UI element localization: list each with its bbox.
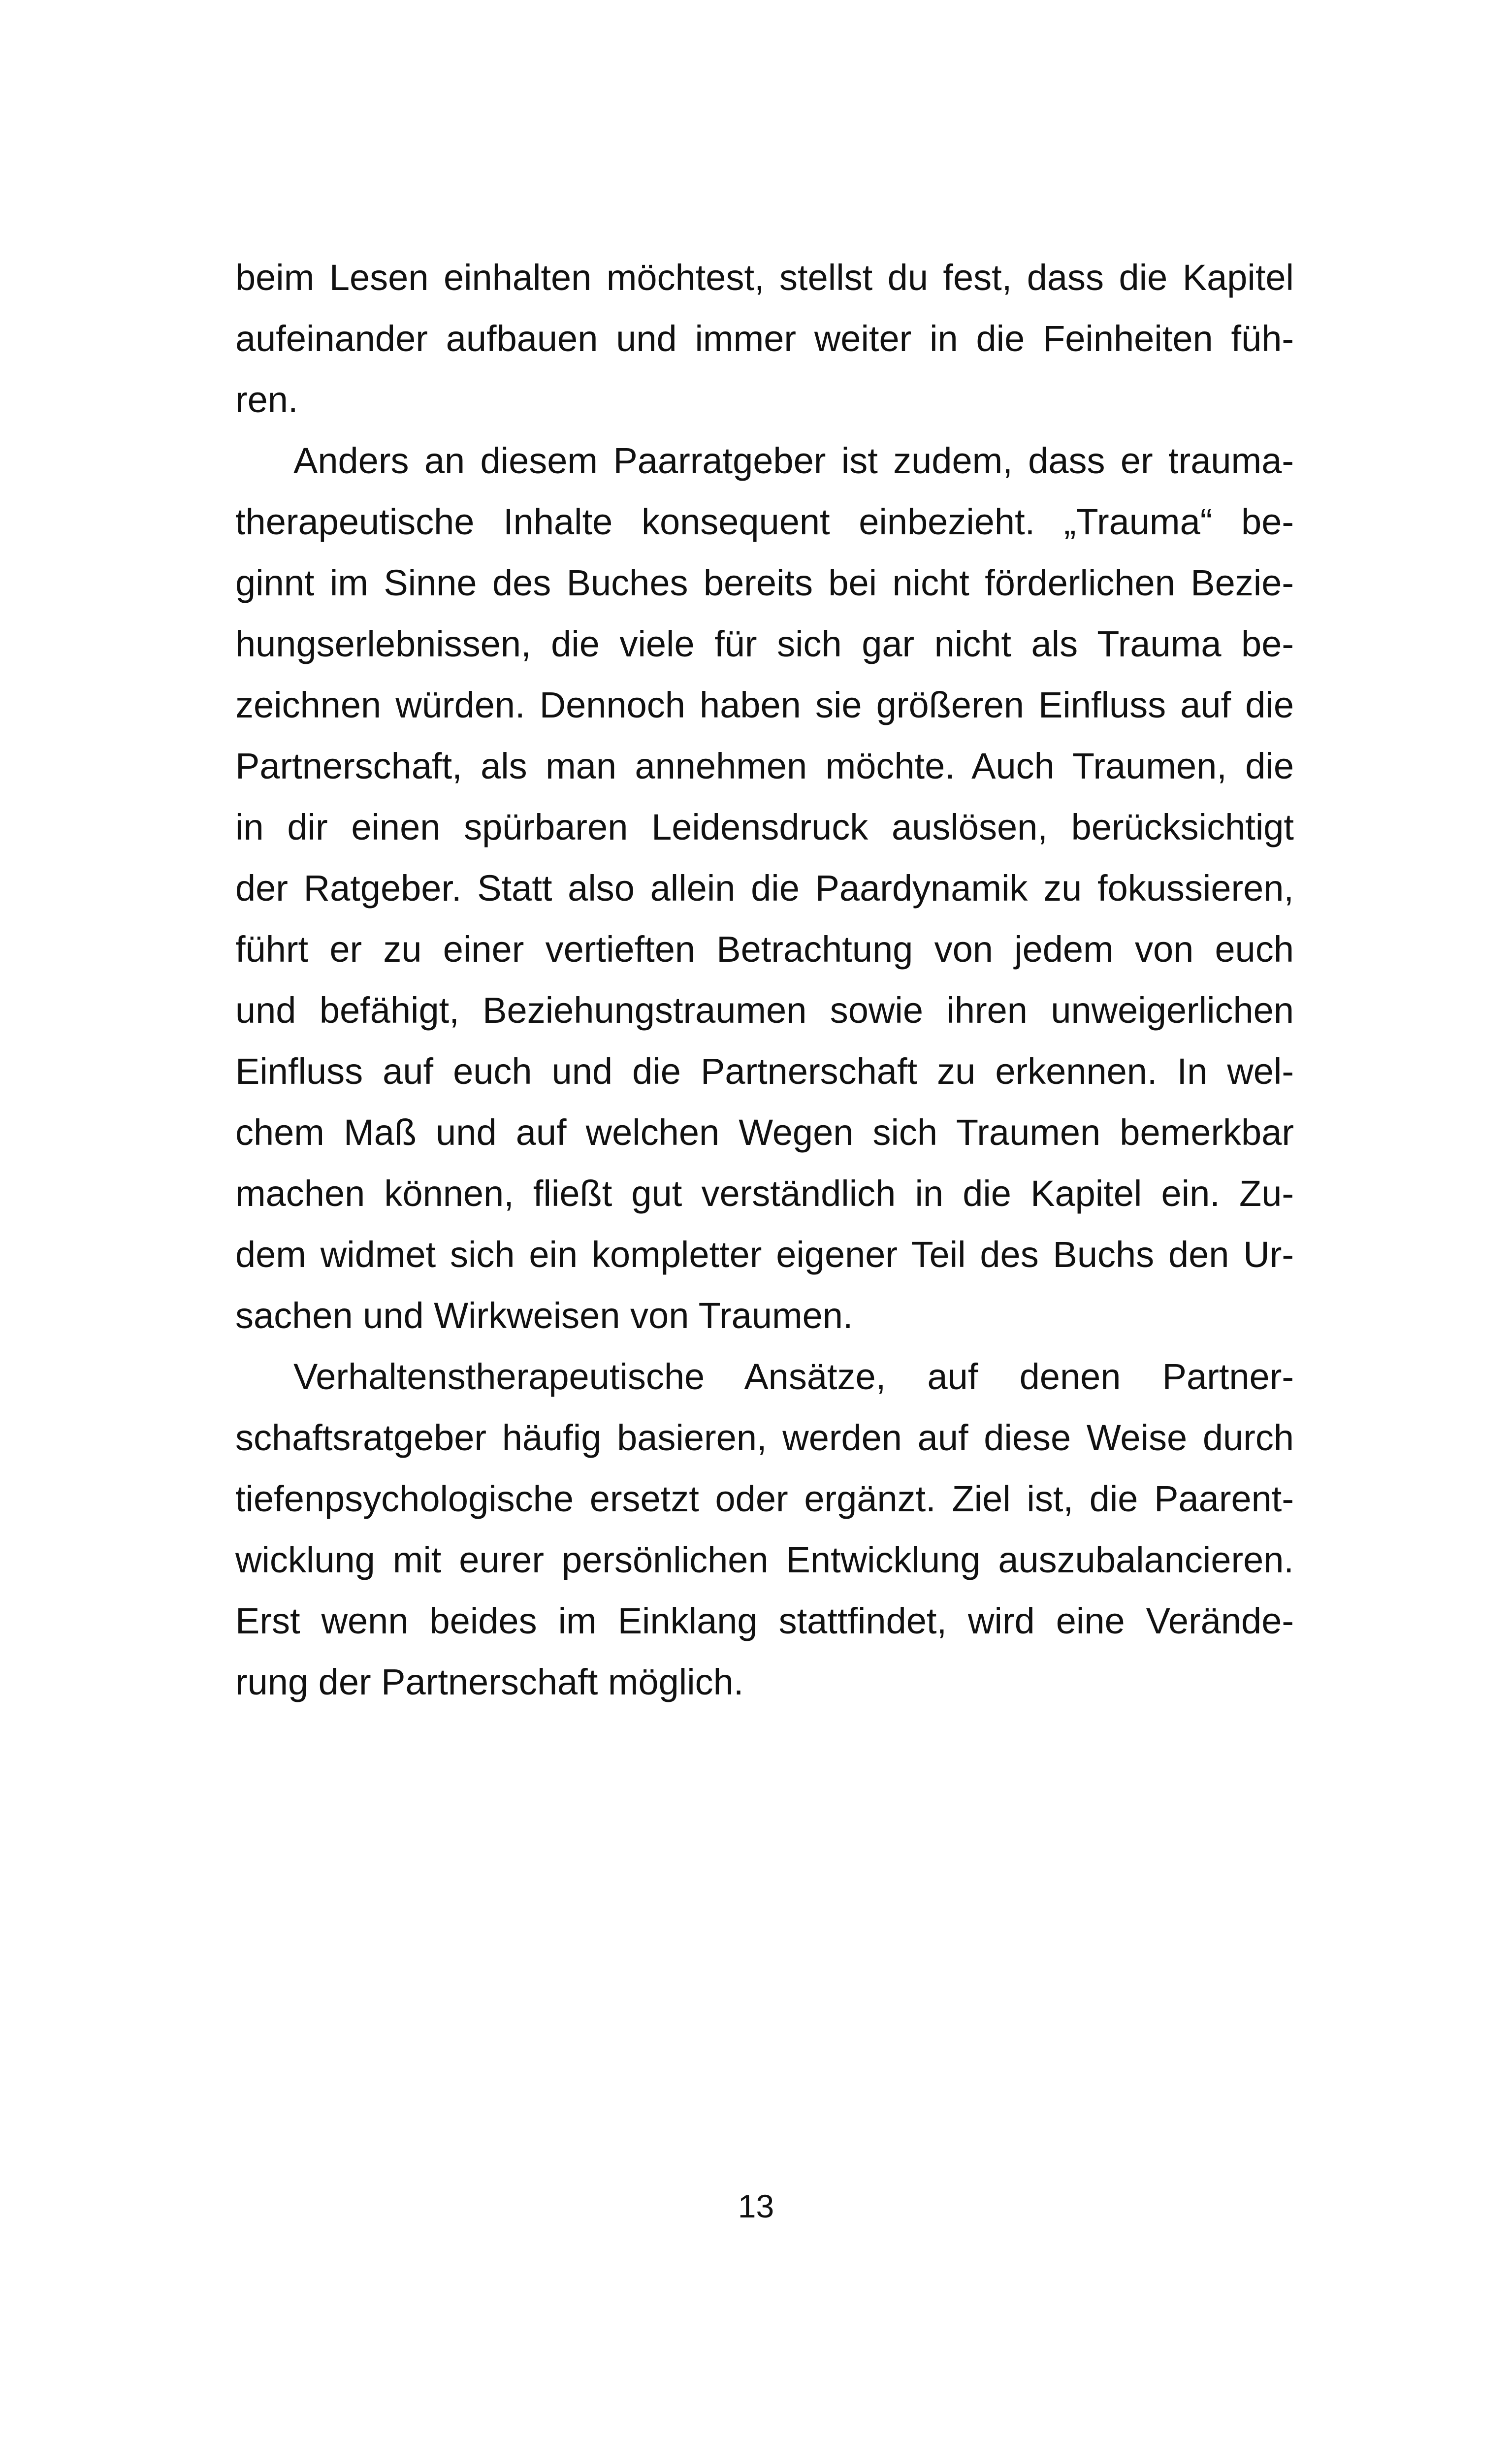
page-number: 13 [738, 2188, 774, 2224]
text-line: hungserlebnissen, die viele für sich gar nicht als Trauma be- [235, 623, 1294, 664]
text-line: Erst wenn beides im Einklang stattfindet, wird eine Verände- [235, 1600, 1294, 1641]
text-line: sachen und Wirkweisen von Traumen. [235, 1295, 853, 1336]
text-line: rung der Partnerschaft möglich. [235, 1661, 744, 1702]
text-line: wicklung mit eurer persönlichen Entwicklung auszubalancieren. [235, 1539, 1294, 1580]
text-line: Anders an diesem Paarratgeber ist zudem, dass er trauma- [293, 440, 1294, 481]
text-line: Verhaltenstherapeutische Ansätze, auf denen Partner- [293, 1356, 1294, 1397]
text-line: chem Maß und auf welchen Wegen sich Traumen bemerkbar [235, 1112, 1294, 1153]
text-line: aufeinander aufbauen und immer weiter in die Feinheiten füh- [235, 318, 1294, 359]
text-line: Partnerschaft, als man annehmen möchte. Auch Traumen, die [235, 746, 1294, 786]
text-line: zeichnen würden. Dennoch haben sie größeren Einfluss auf die [235, 684, 1294, 725]
text-line: dem widmet sich ein kompletter eigener Teil des Buchs den Ur- [235, 1234, 1294, 1275]
text-line: ren. [235, 379, 298, 420]
text-line: beim Lesen einhalten möchtest, stellst du fest, dass die Kapitel [235, 257, 1294, 298]
text-line: tiefenpsychologische ersetzt oder ergänzt. Ziel ist, die Paarent- [235, 1478, 1294, 1519]
text-line: schaftsratgeber häufig basieren, werden auf diese Weise durch [235, 1417, 1294, 1458]
text-line: ginnt im Sinne des Buches bereits bei nicht förderlichen Bezie- [235, 562, 1294, 603]
text-line: Einfluss auf euch und die Partnerschaft zu erkennen. In wel- [235, 1051, 1294, 1092]
text-line: führt er zu einer vertieften Betrachtung von jedem von euch [235, 929, 1294, 970]
text-line: der Ratgeber. Statt also allein die Paardynamik zu fokussieren, [235, 868, 1294, 909]
text-line: in dir einen spürbaren Leidensdruck auslösen, berücksichtigt [235, 807, 1294, 847]
text-line: machen können, fließt gut verständlich in die Kapitel ein. Zu- [235, 1173, 1294, 1214]
text-line: und befähigt, Beziehungstraumen sowie ihren unweigerlichen [235, 990, 1294, 1031]
body-text [235, 247, 1294, 1713]
text-line: therapeutische Inhalte konsequent einbezieht. „Trauma“ be- [235, 501, 1294, 542]
